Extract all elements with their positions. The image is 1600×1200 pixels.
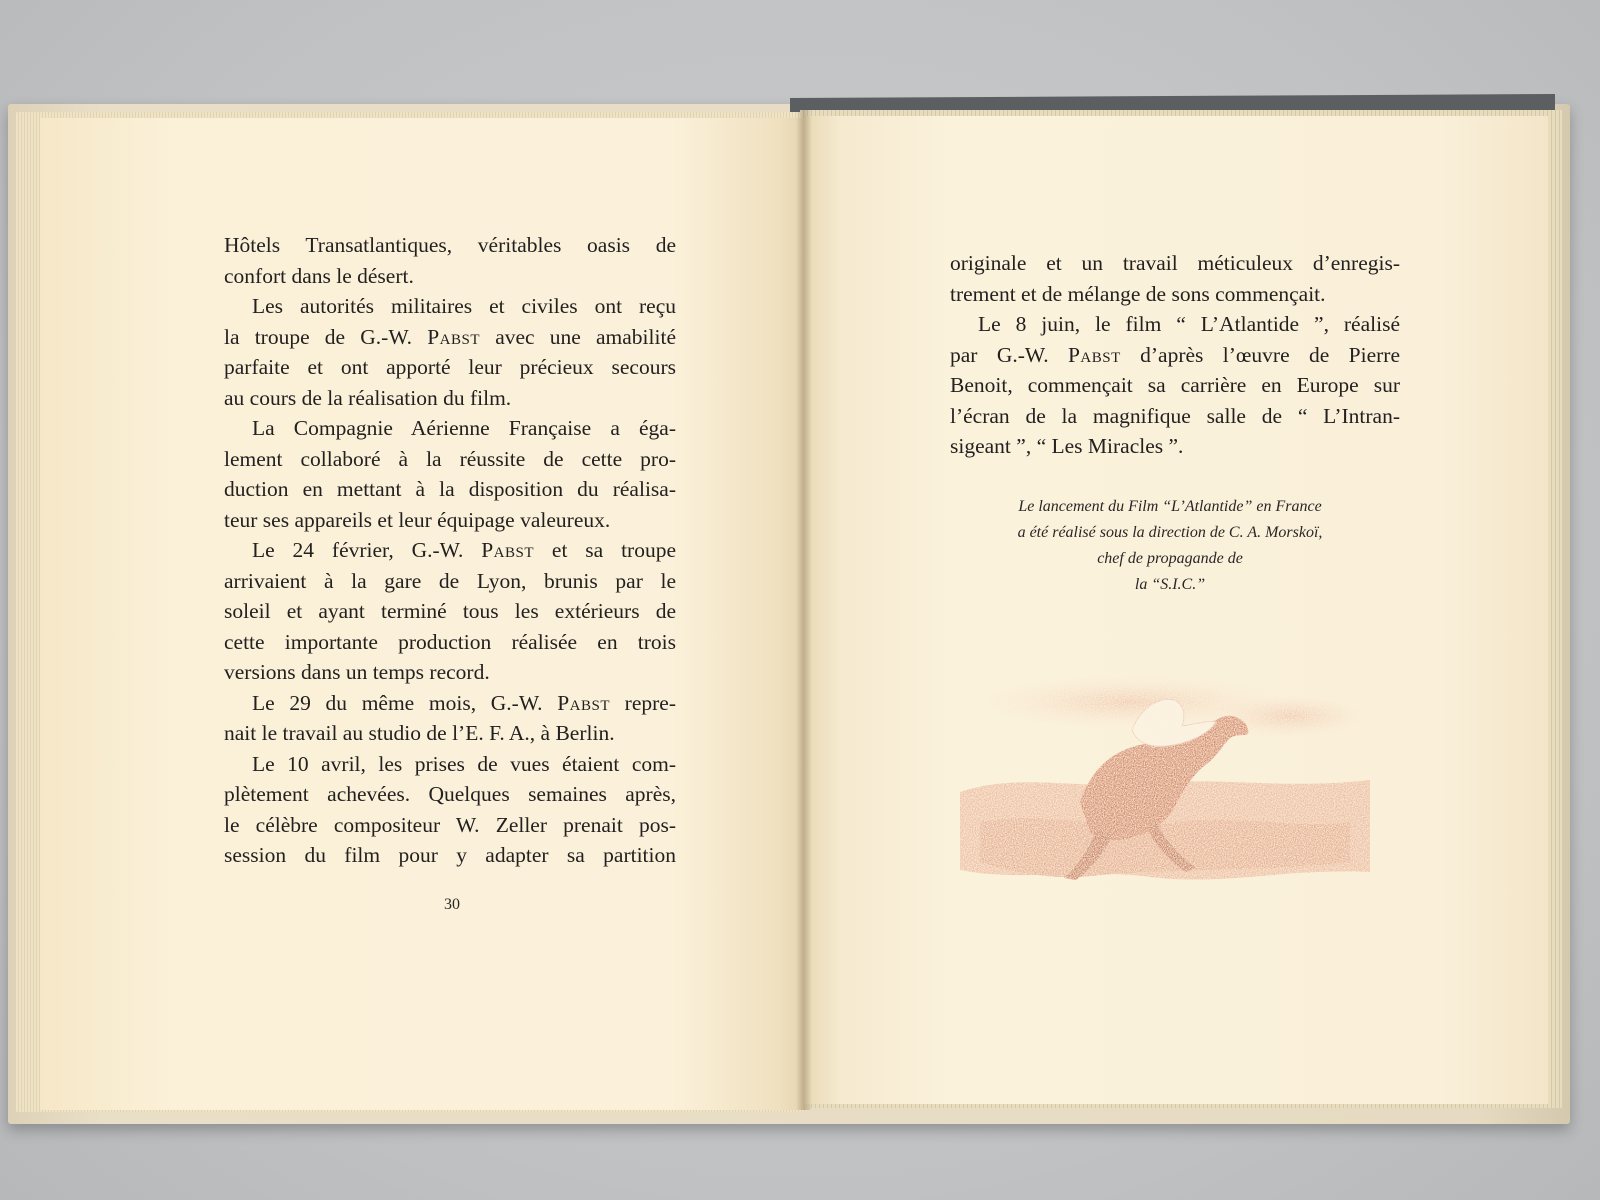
text-line: La Compagnie Aérienne Française a éga- bbox=[252, 416, 676, 440]
name-pabst: Pabst bbox=[427, 324, 481, 349]
text-line: soleil et ayant terminé tous les extérieurs de bbox=[224, 599, 676, 623]
text-line: Hôtels Transatlantiques, véritables oasis de bbox=[224, 233, 676, 257]
caption-line: a été réalisé sous la direction de C. A. Morskoï, bbox=[1017, 524, 1323, 541]
caption-line: chef de propagande de bbox=[1097, 550, 1243, 567]
caption-line: la “S.I.C.” bbox=[1134, 576, 1206, 593]
text-line: cette importante production réalisée en trois bbox=[224, 629, 676, 654]
text-line: l’écran de la magnifique salle de “ L’Intran- bbox=[950, 403, 1400, 428]
page-number: 30 bbox=[444, 896, 460, 913]
book-gutter bbox=[796, 110, 812, 1110]
name-pabst: Pabst bbox=[481, 538, 535, 562]
text-line: lement collaboré à la réussite de cette pro- bbox=[224, 446, 676, 471]
text-line: arrivaient à la gare de Lyon, brunis par le bbox=[224, 568, 676, 593]
text-line: Benoit, commençait sa carrière en Europe sur bbox=[950, 373, 1400, 397]
text-line: Le 10 avril, les prises de vues étaient com- bbox=[252, 751, 676, 776]
text-line: confort dans le désert. bbox=[224, 263, 414, 288]
left-page-text bbox=[224, 230, 676, 871]
text-line: Les autorités militaires et civiles ont reçu bbox=[252, 294, 676, 318]
text-line: la troupe de G.-W. Pabst avec une amabilité bbox=[224, 324, 676, 349]
caption-line: Le lancement du Film “L’Atlantide” en France bbox=[1018, 498, 1322, 515]
right-page-text bbox=[950, 248, 1400, 462]
text-line: duction en mettant à la disposition du réalisa- bbox=[224, 477, 676, 501]
text-line: Le 8 juin, le film “ L’Atlantide ”, réalisé bbox=[978, 312, 1400, 336]
text-line: sigeant ”, “ Les Miracles ”. bbox=[950, 434, 1184, 458]
text-line: Le 29 du même mois, G.-W. Pabst repre- bbox=[252, 690, 676, 715]
text-line: versions dans un temps record. bbox=[224, 660, 490, 684]
text-line: session du film pour y adapter sa partition bbox=[224, 843, 676, 867]
camel-rider-illustration bbox=[960, 672, 1370, 892]
text-line: originale et un travail méticuleux d’enregis- bbox=[950, 251, 1400, 275]
name-pabst: Pabst bbox=[1067, 342, 1121, 367]
text-line: trement et de mélange de sons commençait. bbox=[950, 281, 1326, 306]
text-line: parfaite et ont apporté leur précieux secours bbox=[224, 355, 676, 379]
name-pabst: Pabst bbox=[557, 690, 610, 715]
text-line: nait le travail au studio de l’E. F. A., à Berlin. bbox=[224, 721, 615, 745]
text-line: plètement achevées. Quelques semaines après, bbox=[224, 782, 676, 806]
text-line: Le 24 février, G.-W. Pabst et sa troupe bbox=[252, 538, 676, 562]
text-line: par G.-W. Pabst d’après l’œuvre de Pierre bbox=[950, 342, 1400, 367]
text-line: le célèbre compositeur W. Zeller prenait pos- bbox=[224, 812, 676, 837]
text-line: teur ses appareils et leur équipage valeureux. bbox=[224, 507, 611, 532]
italic-caption bbox=[940, 494, 1400, 598]
text-line: au cours de la réalisation du film. bbox=[224, 385, 512, 410]
